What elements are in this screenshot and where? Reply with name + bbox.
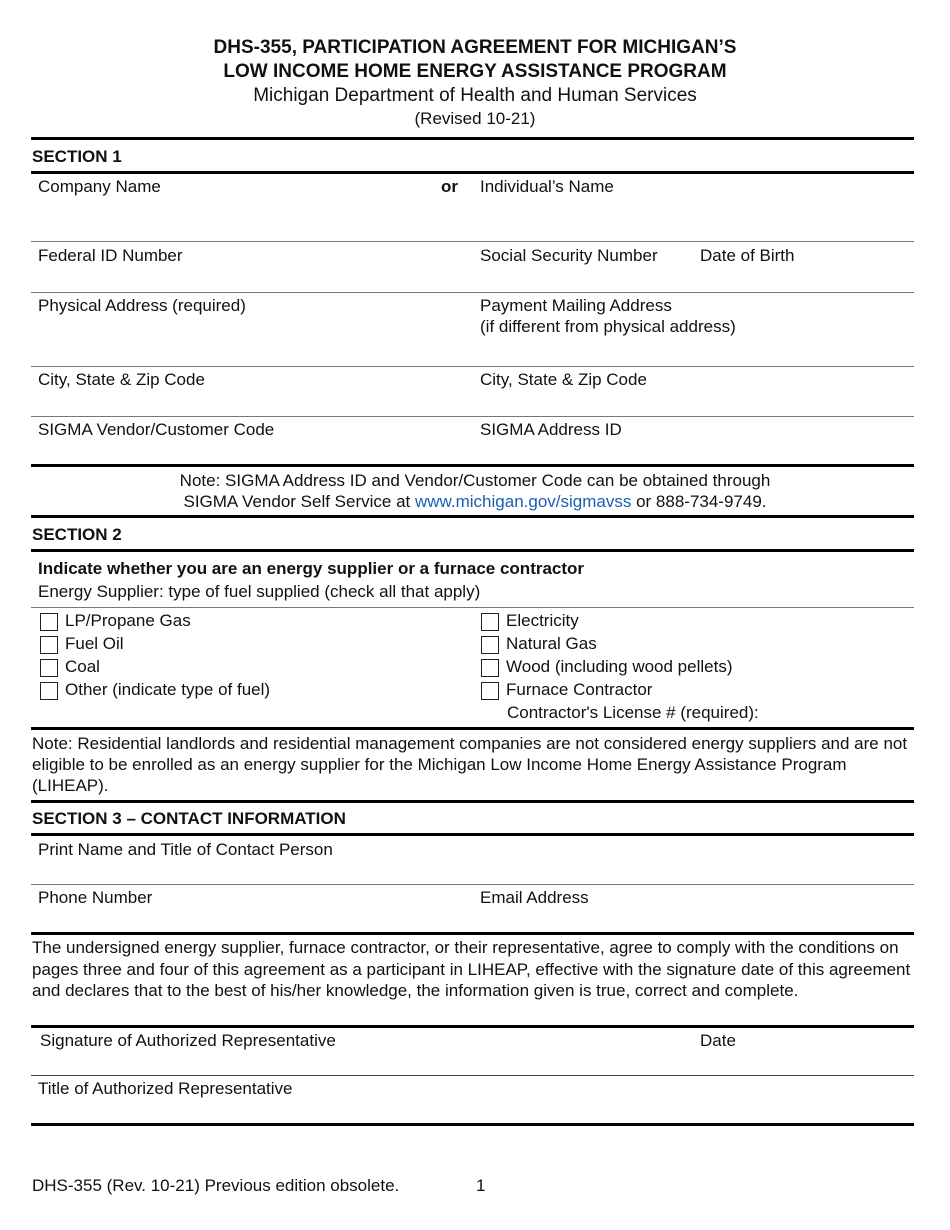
signature-label: Signature of Authorized Representative bbox=[40, 1031, 336, 1050]
divider bbox=[31, 1025, 914, 1028]
option-label: LP/Propane Gas bbox=[65, 611, 191, 630]
payment-city-state-zip-label: City, State & Zip Code bbox=[480, 370, 647, 389]
divider bbox=[31, 1075, 914, 1076]
agreement-text: The undersigned energy supplier, furnace contractor, or their representative, agree to comply with the conditions on pages three and four of this agreement as a participant in LIHEAP, effective with the signature date of this agreement and declares that to the best of his/her knowledge, the information given is true, correct and complete. bbox=[32, 938, 911, 1000]
dob-label: Date of Birth bbox=[700, 246, 795, 265]
divider bbox=[31, 607, 914, 608]
divider bbox=[31, 137, 914, 140]
contact-person-label: Print Name and Title of Contact Person bbox=[38, 840, 333, 859]
section3-heading: SECTION 3 – CONTACT INFORMATION bbox=[32, 809, 346, 828]
fuel-oil-checkbox[interactable] bbox=[40, 636, 58, 654]
divider bbox=[31, 932, 914, 935]
divider bbox=[31, 727, 914, 730]
option-label: Furnace Contractor bbox=[506, 680, 653, 699]
sigma-note-line1: Note: SIGMA Address ID and Vendor/Customer Code can be obtained through bbox=[179, 471, 771, 490]
divider bbox=[31, 171, 914, 174]
divider bbox=[31, 292, 914, 293]
landlord-note: Note: Residential landlords and residential management companies are not considered energy suppliers and are not eligible to be enrolled as an energy supplier for the Michigan Low Income Home Energy Assistance Program (LIHEAP). bbox=[32, 734, 908, 795]
divider bbox=[31, 833, 914, 836]
contractor-license-label: Contractor's License # (required): bbox=[507, 703, 759, 722]
furnace-contractor-checkbox[interactable] bbox=[481, 682, 499, 700]
form-title-line2: LOW INCOME HOME ENERGY ASSISTANCE PROGRAM bbox=[223, 61, 727, 82]
divider bbox=[31, 1123, 914, 1126]
section2-heading: SECTION 2 bbox=[32, 525, 122, 544]
fuel-prompt: Energy Supplier: type of fuel supplied (check all that apply) bbox=[38, 582, 481, 601]
option-label: Electricity bbox=[506, 611, 579, 630]
natural-gas-checkbox[interactable] bbox=[481, 636, 499, 654]
rep-title-label: Title of Authorized Representative bbox=[38, 1079, 293, 1098]
payment-address-label: Payment Mailing Address bbox=[480, 296, 672, 315]
electricity-checkbox[interactable] bbox=[481, 613, 499, 631]
divider bbox=[31, 515, 914, 518]
wood-checkbox[interactable] bbox=[481, 659, 499, 677]
option-label: Other (indicate type of fuel) bbox=[65, 680, 271, 699]
payment-address-note: (if different from physical address) bbox=[480, 317, 736, 336]
phone-label: Phone Number bbox=[38, 888, 153, 907]
divider bbox=[31, 416, 914, 417]
email-label: Email Address bbox=[480, 888, 589, 907]
sigma-vendor-label: SIGMA Vendor/Customer Code bbox=[38, 420, 275, 439]
physical-address-label: Physical Address (required) bbox=[38, 296, 246, 315]
sigma-vss-link[interactable]: www.michigan.gov/sigmavss bbox=[415, 492, 632, 511]
federal-id-label: Federal ID Number bbox=[38, 246, 183, 265]
divider bbox=[31, 366, 914, 367]
section1-heading: SECTION 1 bbox=[32, 147, 122, 166]
divider bbox=[31, 464, 914, 467]
department-name: Michigan Department of Health and Human Services bbox=[253, 85, 697, 106]
divider bbox=[31, 241, 914, 242]
form-title-line1: DHS-355, PARTICIPATION AGREEMENT FOR MICHIGAN’S bbox=[213, 37, 737, 58]
lp-propane-checkbox[interactable] bbox=[40, 613, 58, 631]
sigma-note-line2: SIGMA Vendor Self Service at www.michigan.gov/sigmavss or 888-734-9749. bbox=[183, 492, 767, 511]
divider bbox=[31, 884, 914, 885]
city-state-zip-label: City, State & Zip Code bbox=[38, 370, 205, 389]
other-fuel-checkbox[interactable] bbox=[40, 682, 58, 700]
supplier-instruction: Indicate whether you are an energy supplier or a furnace contractor bbox=[38, 559, 585, 578]
sigma-address-label: SIGMA Address ID bbox=[480, 420, 622, 439]
ssn-label: Social Security Number bbox=[480, 246, 658, 265]
page-number: 1 bbox=[476, 1176, 486, 1195]
revision-date: (Revised 10-21) bbox=[414, 109, 536, 128]
divider bbox=[31, 549, 914, 552]
company-name-label: Company Name bbox=[38, 177, 161, 196]
divider bbox=[31, 800, 914, 803]
option-label: Coal bbox=[65, 657, 100, 676]
or-label: or bbox=[441, 177, 458, 196]
form-id-footer: DHS-355 (Rev. 10-21) Previous edition obsolete. bbox=[32, 1176, 400, 1195]
coal-checkbox[interactable] bbox=[40, 659, 58, 677]
option-label: Fuel Oil bbox=[65, 634, 124, 653]
individual-name-label: Individual’s Name bbox=[480, 177, 614, 196]
option-label: Natural Gas bbox=[506, 634, 597, 653]
option-label: Wood (including wood pellets) bbox=[506, 657, 733, 676]
date-label: Date bbox=[700, 1031, 736, 1050]
